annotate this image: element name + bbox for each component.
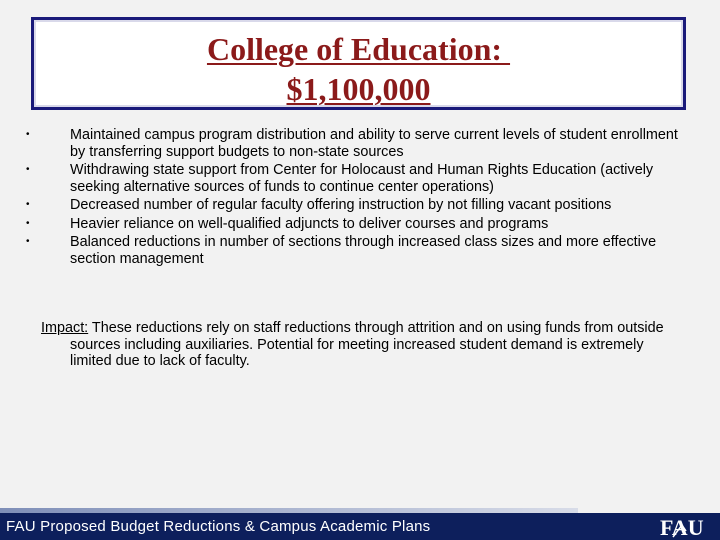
bullet-dot-icon: • (26, 129, 30, 140)
bullet-item (26, 127, 680, 160)
impact-paragraph (41, 320, 681, 370)
title-box (31, 17, 686, 110)
bullet-dot-icon: • (26, 236, 30, 247)
fau-logo-text: FAU (660, 515, 704, 539)
bullet-item (26, 197, 680, 214)
bullet-dot-icon: • (26, 164, 30, 175)
bullet-text: Maintained campus program distribution and ability to serve current levels of student enrollment by transferring support budgets to non-state sources (70, 127, 678, 160)
bullet-list (26, 127, 680, 269)
bullet-item (26, 215, 680, 233)
bullet-text: Heavier reliance on well-qualified adjuncts to deliver courses and programs (70, 215, 549, 232)
bullet-dot-icon: • (26, 199, 30, 210)
bullet-text: Balanced reductions in number of sections through increased class sizes and more effective section management (70, 234, 657, 267)
footer-text: FAU Proposed Budget Reductions & Campus Academic Plans (6, 518, 431, 535)
bullet-text: Withdrawing state support from Center for Holocaust and Human Rights Education (actively seeking alternative sources of funds to continue center operations) (70, 162, 654, 195)
impact-text: These reductions rely on staff reductions through attrition and on using funds from outside sources including auxiliaries. Potential for meeting increased student demand is extremely limited due to lack of faculty. (70, 320, 664, 369)
fau-logo-icon (659, 513, 705, 539)
impact-body (41, 320, 681, 370)
bullet-dot-icon: • (26, 217, 30, 229)
slide-title-amount: $1,100,000 (286, 71, 431, 107)
slide-title-line-1: College of Education: (206, 31, 511, 67)
bullet-item (26, 234, 680, 267)
impact-label: Impact: (41, 320, 89, 336)
bullet-item (26, 162, 680, 195)
footer-bar (0, 513, 720, 540)
bullet-text: Decreased number of regular faculty offering instruction by not filling vacant positions (70, 197, 612, 213)
